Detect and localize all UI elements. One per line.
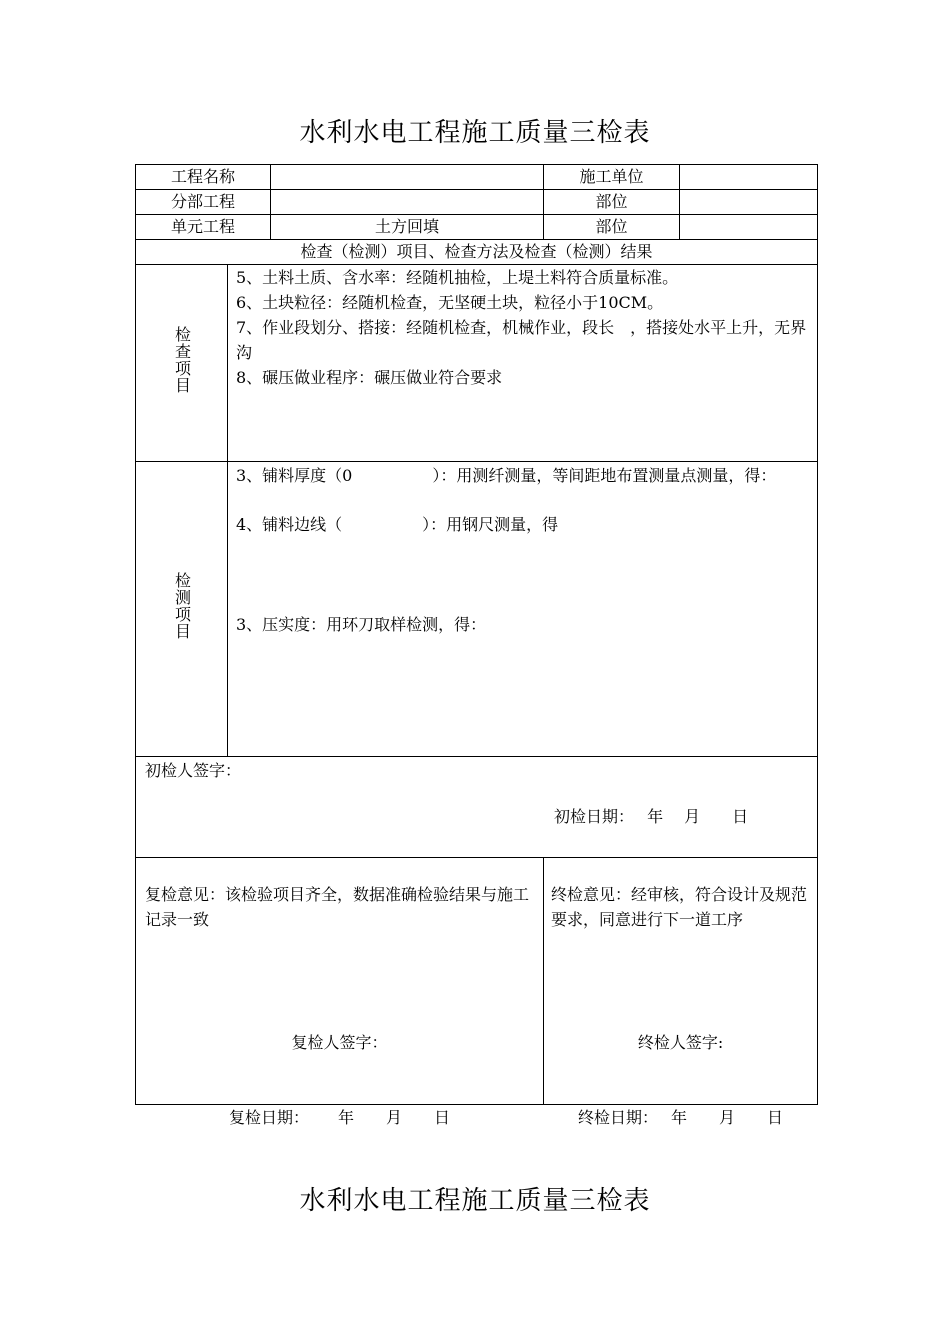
row-unit-project: [136, 215, 818, 240]
row-inspection: [136, 265, 818, 462]
row-sub-project: [136, 190, 818, 215]
initial-check-cell[interactable]: [136, 757, 818, 858]
testing-content[interactable]: [228, 462, 818, 757]
inspection-item: 6、土块粒径：经随机检查，无坚硬土块，粒径小于10CM。: [236, 293, 664, 312]
inspection-label-cell: [136, 265, 228, 462]
recheck-signature-label: 复检人签字：: [291, 1033, 388, 1052]
project-name-field[interactable]: [271, 165, 544, 190]
testing-item: 3、铺料厚度（0 ）：用测纤测量，等间距地布置测量点测量，得：: [236, 466, 777, 485]
row-testing: [136, 462, 818, 757]
row-project-name: [136, 165, 818, 190]
part-label-2: 部位: [544, 215, 680, 240]
final-check-cell[interactable]: [544, 858, 818, 1127]
testing-item: 4、铺料边线（ ）：用钢尺测量，得: [236, 515, 559, 534]
row-review: [136, 858, 818, 1105]
testing-item: 3、压实度：用环刀取样检测，得：: [236, 615, 487, 634]
row-initial-check: [136, 757, 818, 858]
initial-date-label: 初检日期： 年 月 日: [554, 807, 749, 826]
inspection-item: 5、土料土质、含水率：经随机抽检，上堤土料符合质量标准。: [236, 268, 679, 287]
recheck-opinion: 复检意见：该检验项目齐全，数据准确检验结果与施工记录一致: [145, 885, 530, 929]
final-date-label: 终检日期： 年 月 日: [577, 1108, 784, 1127]
project-name-label: 工程名称: [136, 165, 271, 190]
recheck-cell[interactable]: [136, 858, 544, 1127]
final-signature-label: 终检人签字:: [637, 1033, 724, 1052]
part-field-1[interactable]: [680, 190, 818, 215]
unit-project-label: 单元工程: [136, 215, 271, 240]
testing-label: 检测项目: [172, 571, 192, 640]
quality-inspection-form: [135, 164, 818, 1127]
section-header: 检查（检测）项目、检查方法及检查（检测）结果: [136, 240, 818, 265]
form-title: 水利水电工程施工质量三检表: [299, 118, 651, 148]
sub-project-field[interactable]: [271, 190, 544, 215]
unit-project-field[interactable]: 土方回填: [271, 215, 544, 240]
testing-label-cell: [136, 462, 228, 757]
form-title-repeat: 水利水电工程施工质量三检表: [299, 1186, 651, 1216]
recheck-date-label: 复检日期： 年 月 日: [228, 1108, 451, 1127]
row-section-header: [136, 240, 818, 265]
inspection-label: 检查项目: [172, 325, 192, 394]
part-label-1: 部位: [544, 190, 680, 215]
part-field-2[interactable]: [680, 215, 818, 240]
inspection-content[interactable]: [228, 265, 818, 462]
inspection-item: 7、作业段划分、搭接：经随机检查，机械作业，段长 ，搭接处水平上升，无界沟: [236, 318, 807, 362]
sub-project-label: 分部工程: [136, 190, 271, 215]
construction-unit-label: 施工单位: [544, 165, 680, 190]
construction-unit-field[interactable]: [680, 165, 818, 190]
initial-signature-label: 初检人签字：: [145, 761, 242, 780]
final-check-opinion: 终检意见：经审核，符合设计及规范要求，同意进行下一道工序: [551, 885, 808, 929]
inspection-item: 8、碾压做业程序：碾压做业符合要求: [236, 368, 503, 387]
